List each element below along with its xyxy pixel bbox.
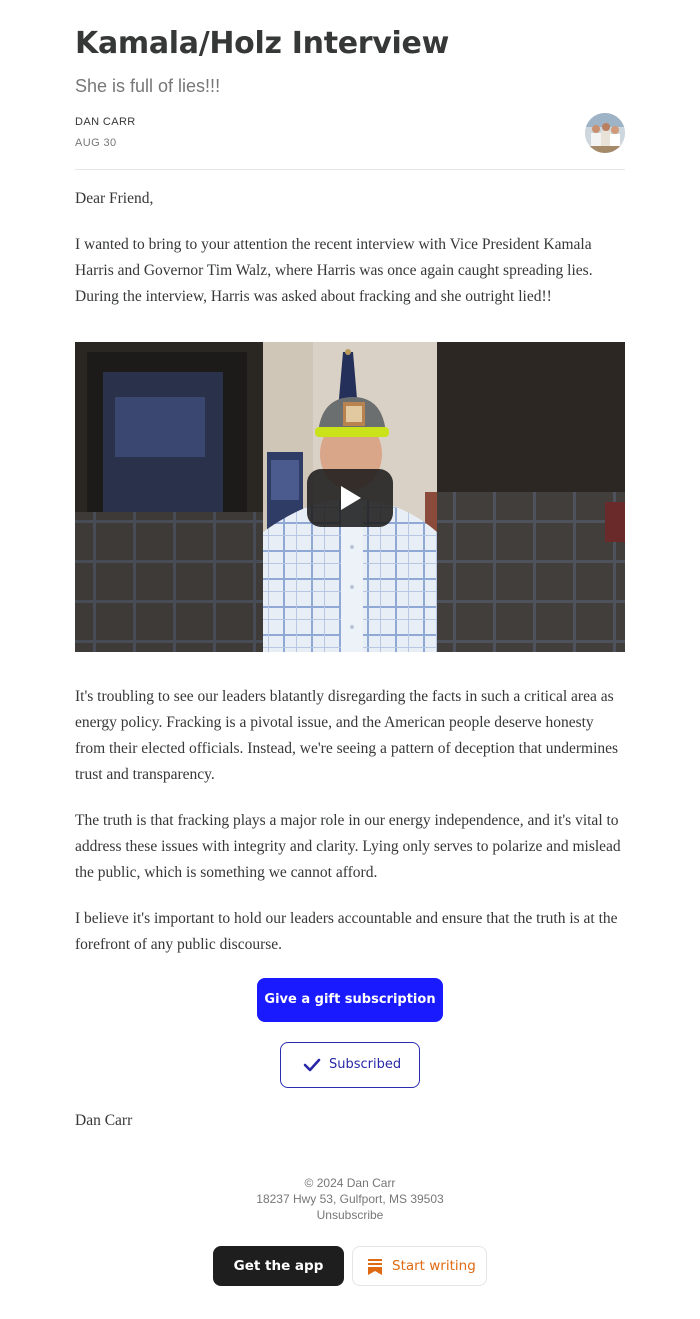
- footer-address: 18237 Hwy 53, Gulfport, MS 39503: [256, 1192, 444, 1206]
- paragraph-3: The truth is that fracking plays a major role in our energy independence, and it's vital to address these issues with integrity and clarity. Lying only serves to polarize and mislead the public, which is something we cannot afford.: [75, 812, 621, 881]
- play-button[interactable]: [307, 469, 393, 527]
- checkmark-icon: [303, 1056, 321, 1074]
- subscribed-label: Subscribed: [329, 1057, 402, 1072]
- header-divider: [75, 169, 625, 170]
- play-icon: [307, 469, 393, 527]
- greeting: Dear Friend,: [75, 190, 154, 207]
- post-subtitle: She is full of lies!!!: [75, 76, 221, 96]
- post-date: AUG 30: [75, 137, 117, 149]
- author-avatar[interactable]: [585, 113, 625, 153]
- post-title: Kamala/Holz Interview: [75, 26, 449, 61]
- paragraph-1: I wanted to bring to your attention the recent interview with Vice President Kamala Harris and Governor Tim Walz, where Harris was once again caught spreading lies. During the interview, Harris was asked about fracking and she outright lied!!: [75, 236, 593, 305]
- paragraph-4: I believe it's important to hold our leaders accountable and ensure that the truth is at the forefront of any public discourse.: [75, 910, 618, 953]
- unsubscribe-link[interactable]: Unsubscribe: [316, 1208, 384, 1222]
- footer-copyright: © 2024 Dan Carr: [304, 1176, 396, 1190]
- subscribed-button[interactable]: [280, 1042, 420, 1088]
- start-writing-button[interactable]: [352, 1246, 487, 1286]
- gift-subscription-button[interactable]: Give a gift subscription: [257, 978, 443, 1022]
- substack-bookmark-icon: [368, 1259, 382, 1275]
- get-app-button[interactable]: Get the app: [213, 1246, 344, 1286]
- signature: Dan Carr: [75, 1112, 133, 1129]
- start-writing-label: Start writing: [392, 1258, 476, 1274]
- paragraph-2: It's troubling to see our leaders blatantly disregarding the facts in such a critical area as energy policy. Fracking is a pivotal issue, and the American people deserve honesty from their elected officials. Instead, we're seeing a pattern of deception that undermines trust and transparency.: [75, 688, 619, 783]
- author-name[interactable]: DAN CARR: [75, 116, 136, 128]
